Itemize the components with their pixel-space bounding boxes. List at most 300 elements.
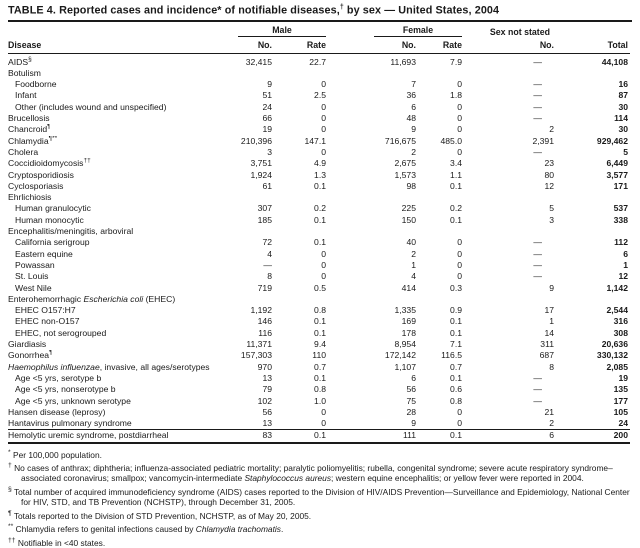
male-no-cell: 1,192	[250, 305, 272, 316]
total-cell: 1,142	[606, 282, 628, 293]
male-rate-cell: 0	[321, 79, 326, 90]
male-rate-cell: 0.5	[314, 282, 326, 293]
column-header-row	[8, 37, 630, 54]
table-header	[8, 23, 630, 54]
sex-not-stated-no-cell: —	[533, 146, 542, 157]
female-no-cell: 716,675	[384, 135, 416, 146]
col-header-male-rate: Rate	[272, 37, 326, 54]
footnote: †† Notifiable in <40 states.	[8, 536, 106, 548]
total-cell: 1	[623, 259, 628, 270]
total-cell: 316	[613, 316, 628, 327]
male-rate-cell	[272, 226, 326, 237]
disease-cell: Infant	[15, 90, 37, 101]
female-rate-cell: 0.1	[450, 214, 462, 225]
female-no-cell: 172,142	[384, 350, 416, 361]
male-rate-cell: 0	[321, 146, 326, 157]
male-rate-cell: 0.2	[314, 203, 326, 214]
female-no-cell: 1	[411, 259, 416, 270]
disease-cell: Botulism	[8, 67, 41, 78]
female-no-cell: 9	[411, 418, 416, 429]
total-cell	[554, 68, 630, 79]
disease-cell: West Nile	[15, 282, 52, 293]
group-header-female	[326, 23, 462, 37]
female-no-cell: 56	[406, 384, 416, 395]
table-row	[8, 283, 630, 294]
table-row	[8, 215, 630, 226]
total-cell: 200	[554, 430, 630, 443]
footnotes	[8, 448, 632, 548]
male-no-cell: 11,371	[246, 339, 272, 350]
table-row	[8, 226, 630, 237]
table-row	[8, 362, 630, 373]
male-rate-cell: 0	[321, 124, 326, 135]
male-no-cell: 102	[257, 395, 272, 406]
female-rate-cell: 0	[457, 113, 462, 124]
sex-not-stated-no-cell: 14	[544, 327, 554, 338]
sex-not-stated-no-cell: 3	[549, 214, 554, 225]
female-group-label: Female	[374, 25, 462, 37]
disease-cell: AIDS§	[8, 55, 32, 67]
female-no-cell: 2	[411, 146, 416, 157]
col-header-female-rate: Rate	[416, 37, 462, 54]
disease-cell: Enterohemorrhagic Escherichia coli (EHEC)	[8, 293, 176, 304]
table-row	[8, 147, 630, 158]
female-rate-cell: 7.9	[450, 56, 462, 67]
disease-cell: Hansen disease (leprosy)	[8, 406, 106, 417]
disease-cell: Human granulocytic	[15, 203, 91, 214]
total-cell: 16	[618, 79, 628, 90]
col-header-female-no: No.	[326, 37, 416, 54]
male-no-cell: 970	[257, 361, 272, 372]
disease-cell: Age <5 yrs, unknown serotype	[15, 395, 131, 406]
male-no-cell: 32,415	[245, 56, 272, 67]
female-rate-cell: 0	[457, 237, 462, 248]
sex-not-stated-no-cell: 80	[544, 169, 554, 180]
female-rate-cell: 1.8	[450, 90, 462, 101]
table-row	[8, 170, 630, 181]
table-row	[8, 339, 630, 350]
female-no-cell	[326, 226, 416, 237]
female-rate-cell	[416, 226, 462, 237]
sex-not-stated-no-cell	[462, 226, 554, 237]
footnote-marker: **	[8, 523, 14, 531]
table-row	[8, 328, 630, 339]
male-rate-cell	[272, 294, 326, 305]
male-no-cell	[224, 68, 272, 79]
female-no-cell: 8,954	[394, 339, 416, 350]
total-cell: 105	[613, 406, 628, 417]
female-no-cell: 36	[406, 90, 416, 101]
disease-cell: EHEC, not serogrouped	[15, 327, 107, 338]
sex-not-stated-no-cell: 311	[540, 339, 554, 350]
sex-not-stated-no-cell: 2,391	[532, 135, 554, 146]
table-row	[8, 113, 630, 124]
male-no-cell: 79	[262, 384, 272, 395]
disease-cell: EHEC non-O157	[15, 316, 80, 327]
male-rate-cell: 0.1	[314, 237, 326, 248]
total-cell: 171	[613, 180, 628, 191]
sex-not-stated-no-cell	[462, 294, 554, 305]
disease-cell: Gonorrhea¶	[8, 350, 53, 361]
female-no-cell: 1,335	[394, 305, 416, 316]
total-cell: 537	[613, 203, 628, 214]
total-cell	[554, 192, 630, 203]
disease-cell: EHEC O157:H7	[15, 305, 76, 316]
male-no-cell: 157,303	[240, 350, 272, 361]
table-row	[8, 294, 630, 305]
footnote: † No cases of anthrax; diphtheria; influenza-associated pediatric mortality; paralytic poliomyelitis; rubella, congenital syndrome; severe acute respiratory syndrome–associated coronavirus; smallpox; vancomycin-intermediate Staphylococcus aureus; western equine encephalitis; or yellow fever were reported in 2004.	[8, 462, 613, 484]
total-cell: 3,577	[606, 169, 628, 180]
sex-not-stated-no-cell: —	[533, 248, 542, 259]
male-no-cell: 1,924	[250, 169, 272, 180]
male-no-cell: 56	[262, 406, 272, 417]
female-no-cell: 178	[401, 327, 416, 338]
male-rate-cell: 0.1	[314, 316, 326, 327]
female-rate-cell: 0	[457, 259, 462, 270]
total-cell: 20,636	[601, 339, 628, 350]
female-rate-cell: 0	[457, 79, 462, 90]
male-rate-cell: 1.0	[314, 395, 326, 406]
female-no-cell: 6	[411, 372, 416, 383]
footnote-marker: ††	[8, 536, 16, 544]
disease-cell: Giardiasis	[8, 339, 47, 350]
female-rate-cell: 0.9	[450, 305, 462, 316]
female-no-cell: 2,675	[394, 158, 416, 169]
total-cell: 24	[618, 418, 628, 429]
sex-not-stated-no-cell: 2	[549, 124, 554, 135]
table-row	[8, 350, 630, 361]
sex-not-stated-no-cell: 21	[544, 406, 554, 417]
sex-not-stated-no-cell: 1	[549, 316, 554, 327]
group-header-total-spacer	[554, 23, 630, 37]
female-rate-cell: 0.3	[450, 282, 462, 293]
female-no-cell: 6	[411, 101, 416, 112]
footnote: ** Chlamydia refers to genital infections caused by Chlamydia trachomatis.	[8, 523, 284, 535]
female-rate-cell: 0	[457, 271, 462, 282]
total-cell	[554, 226, 630, 237]
col-header-male-no: No.	[224, 37, 272, 54]
female-rate-cell: 3.4	[450, 158, 462, 169]
male-rate-cell: 2.5	[314, 90, 326, 101]
female-rate-cell: 0.6	[450, 384, 462, 395]
table-row	[8, 430, 630, 443]
col-header-total: Total	[554, 37, 630, 54]
table-row	[8, 158, 630, 169]
female-rate-cell: 0	[457, 124, 462, 135]
female-no-cell: 11,693	[390, 56, 416, 67]
female-rate-cell: 0.1	[450, 327, 462, 338]
male-no-cell: 66	[262, 113, 272, 124]
table-row	[8, 407, 630, 418]
total-cell: 6	[623, 248, 628, 259]
male-no-cell: 146	[257, 316, 272, 327]
disease-cell: Hantavirus pulmonary syndrome	[8, 418, 132, 429]
footnote-marker: §	[8, 486, 12, 494]
female-no-cell: 1,573	[394, 169, 416, 180]
male-no-cell: 3	[267, 146, 272, 157]
table-row	[8, 249, 630, 260]
female-no-cell: 28	[406, 406, 416, 417]
disease-cell: Coccidioidomycosis††	[8, 158, 91, 169]
male-no-cell: 83	[224, 430, 272, 443]
total-cell: 330,132	[596, 350, 628, 361]
female-rate-cell: 0	[457, 248, 462, 259]
male-group-label: Male	[238, 25, 326, 37]
female-no-cell	[326, 294, 416, 305]
male-no-cell: 3,751	[250, 158, 272, 169]
group-header-male	[224, 23, 326, 37]
female-rate-cell	[416, 68, 462, 79]
disease-cell: Hemolytic uremic syndrome, postdiarrheal	[8, 430, 224, 443]
female-no-cell: 2	[411, 248, 416, 259]
table-row	[8, 102, 630, 113]
table-row	[8, 181, 630, 192]
male-no-cell: 72	[262, 237, 272, 248]
sex-not-stated-no-cell: —	[533, 90, 542, 101]
male-rate-cell: 22.7	[309, 56, 326, 67]
sex-not-stated-no-cell	[462, 192, 554, 203]
male-rate-cell: 147.1	[304, 135, 326, 146]
male-no-cell: —	[263, 259, 272, 270]
male-no-cell: 116	[258, 327, 272, 338]
male-rate-cell: 0.1	[314, 214, 326, 225]
male-rate-cell: 4.9	[314, 158, 326, 169]
female-rate-cell: 0.7	[450, 361, 462, 372]
sex-not-stated-no-cell: 6	[462, 430, 554, 443]
female-rate-cell: 0	[457, 418, 462, 429]
male-rate-cell: 0.8	[314, 384, 326, 395]
female-no-cell: 111	[326, 430, 416, 443]
male-rate-cell: 9.4	[314, 339, 326, 350]
male-no-cell: 51	[262, 90, 272, 101]
female-no-cell: 48	[406, 113, 416, 124]
female-no-cell: 98	[406, 180, 416, 191]
sex-not-stated-no-cell: 687	[539, 350, 554, 361]
sex-not-stated-no-cell: 2	[549, 418, 554, 429]
female-rate-cell: 0	[457, 146, 462, 157]
sex-not-stated-no-cell: —	[533, 271, 542, 282]
table-row	[8, 373, 630, 384]
table-row	[8, 384, 630, 395]
male-rate-cell: 1.3	[314, 169, 326, 180]
disease-cell: St. Louis	[15, 271, 49, 282]
male-rate-cell: 0	[321, 101, 326, 112]
male-no-cell: 307	[257, 203, 272, 214]
male-no-cell: 61	[262, 180, 272, 191]
sex-not-stated-no-cell: —	[533, 259, 542, 270]
total-cell: 114	[614, 113, 628, 124]
female-rate-cell: 0.1	[416, 430, 462, 443]
male-no-cell: 19	[262, 124, 272, 135]
disease-cell: Powassan	[15, 259, 55, 270]
table-row	[8, 136, 630, 147]
total-cell: 30	[618, 124, 628, 135]
female-no-cell	[326, 68, 416, 79]
total-cell: 44,108	[601, 56, 628, 67]
table-row	[8, 271, 630, 282]
female-no-cell	[326, 192, 416, 203]
total-cell: 177	[613, 395, 628, 406]
female-no-cell: 225	[401, 203, 416, 214]
male-no-cell: 4	[267, 248, 272, 259]
male-rate-cell: 0.8	[314, 305, 326, 316]
total-cell: 19	[618, 372, 628, 383]
table-row	[8, 124, 630, 135]
sex-not-stated-no-cell: 23	[544, 158, 554, 169]
col-header-disease: Disease	[8, 37, 224, 54]
table-row	[8, 316, 630, 327]
female-no-cell: 414	[401, 282, 416, 293]
table-row	[8, 418, 630, 430]
male-rate-cell: 0	[321, 113, 326, 124]
female-rate-cell: 0.1	[450, 316, 462, 327]
footnote-marker: *	[8, 448, 11, 456]
sex-not-stated-no-cell	[462, 68, 554, 79]
total-cell: 112	[614, 237, 628, 248]
notifiable-diseases-table	[8, 23, 630, 444]
disease-cell: Encephalitis/meningitis, arboviral	[8, 226, 134, 237]
male-rate-cell: 0	[321, 406, 326, 417]
total-cell: 2,544	[606, 305, 628, 316]
male-rate-cell: 0	[321, 259, 326, 270]
footnote-marker: †	[8, 462, 12, 470]
female-rate-cell	[416, 294, 462, 305]
footnote: ¶ Totals reported to the Division of STD Prevention, NCHSTP, as of May 20, 2005.	[8, 510, 312, 521]
male-no-cell: 719	[257, 282, 272, 293]
sex-not-stated-no-cell: —	[533, 79, 542, 90]
total-cell: 30	[618, 101, 628, 112]
male-no-cell: 24	[262, 101, 272, 112]
disease-cell: Eastern equine	[15, 248, 73, 259]
female-rate-cell: 0.1	[450, 372, 462, 383]
footnote: * Per 100,000 population.	[8, 448, 102, 460]
female-rate-cell: 485.0	[440, 135, 462, 146]
female-no-cell: 75	[406, 395, 416, 406]
disease-cell: Human monocytic	[15, 214, 84, 225]
table-row	[8, 260, 630, 271]
male-no-cell	[224, 294, 272, 305]
female-no-cell: 4	[411, 271, 416, 282]
footnote-marker: ¶	[8, 510, 12, 518]
disease-cell: Chlamydia¶**	[8, 135, 58, 146]
table-row	[8, 203, 630, 214]
male-rate-cell: 110	[312, 350, 326, 361]
sex-not-stated-no-cell: 5	[549, 203, 554, 214]
male-rate-cell: 0.1	[314, 327, 326, 338]
disease-cell: Cryptosporidiosis	[8, 169, 74, 180]
total-cell: 5	[623, 146, 628, 157]
total-cell: 135	[613, 384, 628, 395]
group-header-spacer	[8, 23, 224, 37]
disease-cell: Age <5 yrs, nonserotype b	[15, 384, 116, 395]
disease-cell: Other (includes wound and unspecified)	[15, 101, 167, 112]
table-row	[8, 305, 630, 316]
disease-cell: Haemophilus influenzae, invasive, all ages/serotypes	[8, 361, 210, 372]
sex-not-stated-no-cell: —	[533, 372, 542, 383]
male-rate-cell	[272, 68, 326, 79]
sex-not-stated-no-cell: —	[533, 113, 542, 124]
table-row	[8, 396, 630, 407]
male-rate-cell: 0.7	[314, 361, 326, 372]
male-no-cell: 185	[257, 214, 272, 225]
group-header-row	[8, 23, 630, 37]
total-cell: 308	[613, 327, 628, 338]
disease-cell: Ehrlichiosis	[8, 192, 52, 203]
sex-not-stated-no-cell: —	[533, 101, 542, 112]
sex-not-stated-no-cell: 9	[549, 282, 554, 293]
female-rate-cell: 1.1	[450, 169, 462, 180]
sex-not-stated-no-cell: —	[533, 237, 542, 248]
male-no-cell: 8	[267, 271, 272, 282]
sex-not-stated-no-cell: —	[533, 384, 542, 395]
table-row	[8, 90, 630, 101]
sex-not-stated-no-cell: 17	[544, 305, 554, 316]
total-cell: 87	[618, 90, 628, 101]
female-no-cell: 1,107	[394, 361, 416, 372]
female-rate-cell: 0.8	[450, 395, 462, 406]
group-header-sex-not-stated: Sex not stated	[489, 26, 550, 37]
total-cell: 6,449	[606, 158, 628, 169]
male-no-cell: 210,396	[240, 135, 272, 146]
female-rate-cell: 0	[457, 101, 462, 112]
male-no-cell	[224, 226, 272, 237]
table-row	[8, 237, 630, 248]
total-cell: 12	[618, 271, 628, 282]
male-rate-cell: 0	[321, 271, 326, 282]
female-no-cell: 169	[401, 316, 416, 327]
female-no-cell: 9	[411, 124, 416, 135]
total-cell: 338	[613, 214, 628, 225]
table-row	[8, 79, 630, 90]
female-rate-cell: 0.1	[450, 180, 462, 191]
table-row	[8, 192, 630, 203]
total-cell: 929,462	[596, 135, 628, 146]
sex-not-stated-no-cell: 8	[549, 361, 554, 372]
disease-cell: Age <5 yrs, serotype b	[15, 372, 102, 383]
male-rate-cell	[272, 192, 326, 203]
col-header-sex-not-stated-no: No.	[462, 37, 554, 54]
disease-cell: Brucellosis	[8, 113, 50, 124]
female-no-cell: 150	[401, 214, 416, 225]
footnote: § Total number of acquired immunodeficiency syndrome (AIDS) cases reported to the Division of HIV/AIDS Prevention—Surveillance and Epidemiology, National Center for HIV, STD, and TB Prevention (NCHSTP), through December 31, 2005.	[8, 486, 630, 508]
female-no-cell: 40	[406, 237, 416, 248]
female-rate-cell	[416, 192, 462, 203]
female-rate-cell: 116.5	[441, 350, 462, 361]
female-rate-cell: 7.1	[450, 339, 462, 350]
table-row	[8, 68, 630, 79]
male-rate-cell: 0.1	[314, 372, 326, 383]
female-no-cell: 7	[411, 79, 416, 90]
sex-not-stated-no-cell: 12	[544, 180, 554, 191]
male-rate-cell: 0	[321, 418, 326, 429]
male-no-cell: 9	[267, 79, 272, 90]
female-rate-cell: 0	[457, 406, 462, 417]
page-title: TABLE 4. Reported cases and incidence* of notifiable diseases,† by sex — United States, 2004	[8, 4, 632, 22]
female-rate-cell: 0.2	[450, 203, 462, 214]
disease-cell: Chancroid¶	[8, 124, 51, 135]
disease-cell: Cyclosporiasis	[8, 180, 64, 191]
male-rate-cell: 0.1	[272, 430, 326, 443]
male-rate-cell: 0.1	[314, 180, 326, 191]
disease-cell: California serigroup	[15, 237, 90, 248]
disease-cell: Foodborne	[15, 79, 57, 90]
male-no-cell	[224, 192, 272, 203]
sex-not-stated-no-cell: —	[533, 395, 542, 406]
total-cell: 2,085	[606, 361, 628, 372]
table-row	[8, 53, 630, 68]
disease-cell: Cholera	[8, 146, 39, 157]
sex-not-stated-no-cell: —	[533, 56, 542, 67]
